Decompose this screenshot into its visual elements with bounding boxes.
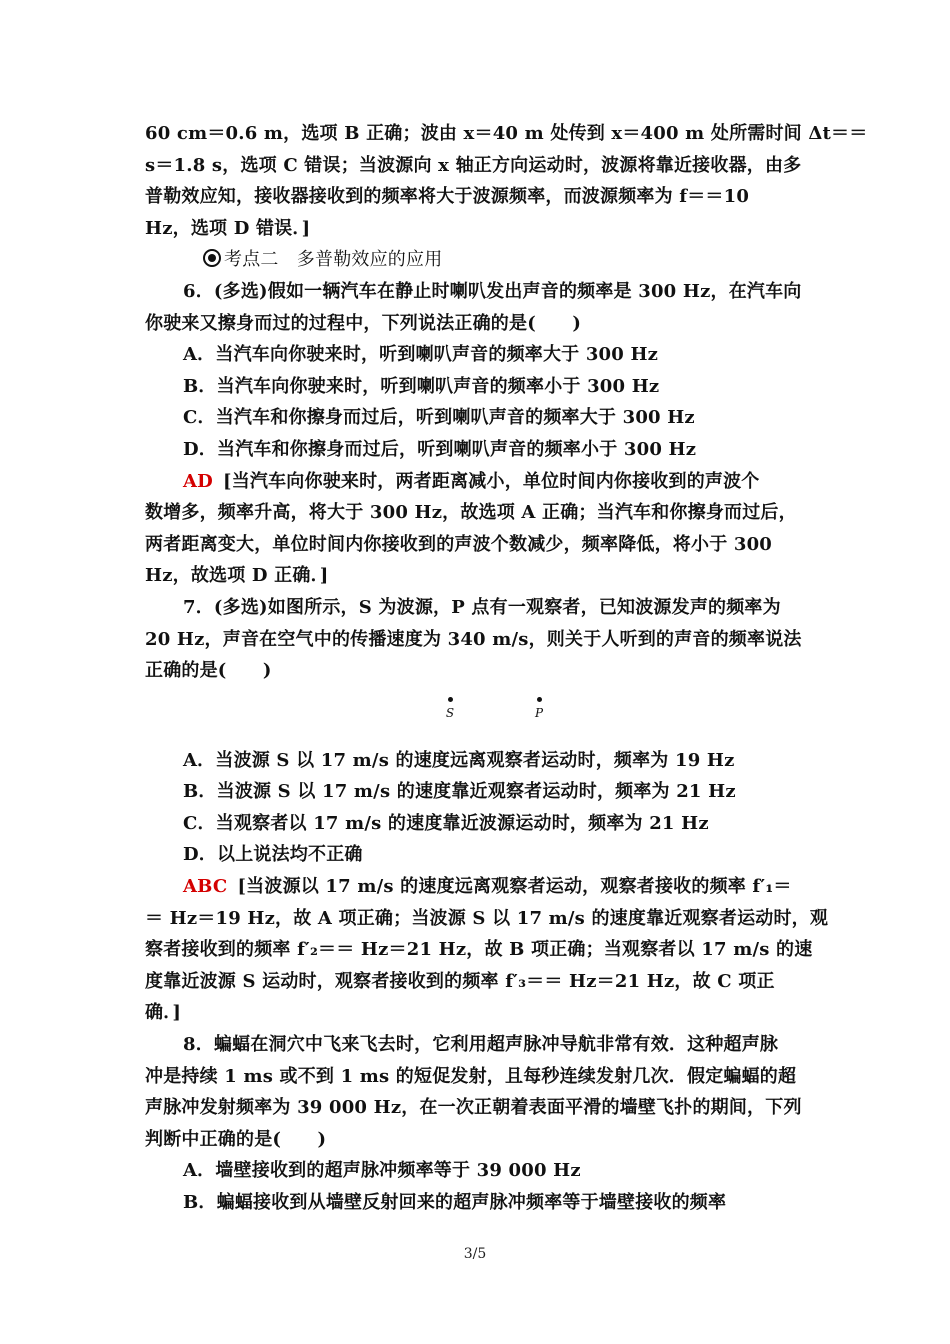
option-b: B．当波源 S 以 17 m/s 的速度靠近观察者运动时，频率为 21 Hz — [183, 781, 736, 803]
question-6-stem: 6．(多选)假如一辆汽车在静止时喇叭发出声音的频率是 300 Hz，在汽车向 — [183, 280, 802, 302]
bullet-circle-icon — [203, 249, 221, 267]
text-line: 普勒效应知，接收器接收到的频率将大于波源频率，而波源频率为 f＝＝10 — [145, 186, 750, 208]
option-a: A．当汽车向你驶来时，听到喇叭声音的频率大于 300 Hz — [183, 344, 659, 366]
option-b: B．当汽车向你驶来时，听到喇叭声音的频率小于 300 Hz — [183, 375, 660, 397]
question-8-stem: 判断中正确的是( ) — [145, 1128, 327, 1150]
explanation-text: Hz，故选项 D 正确．] — [145, 565, 329, 587]
question-7-stem: 正确的是( ) — [145, 660, 272, 682]
explanation-text: 两者距离变大，单位时间内你接收到的声波个数减少，频率降低，将小于 300 — [145, 533, 773, 555]
section-heading — [145, 244, 807, 276]
point-p-label: P — [534, 705, 544, 720]
text-line: s＝1.8 s，选项 C 错误；当波源向 x 轴正方向运动时，波源将靠近接收器，由多 — [145, 154, 802, 176]
explanation-text: [当波源以 17 m/s 的速度远离观察者运动，观察者接收的频率 f′₁＝ — [237, 876, 792, 898]
answer-label: ABC — [183, 876, 228, 898]
option-a: A．墙壁接收到的超声脉冲频率等于 39 000 Hz — [183, 1160, 581, 1182]
option-a: A．当波源 S 以 17 m/s 的速度远离观察者运动时，频率为 19 Hz — [183, 749, 735, 771]
explanation-text: [当汽车向你驶来时，两者距离减小，单位时间内你接收到的声波个 — [222, 470, 760, 492]
section-title: 考点二 多普勒效应的应用 — [224, 249, 443, 271]
answer-label: AD — [183, 470, 213, 492]
question-7-stem: 7．(多选)如图所示，S 为波源，P 点有一观察者，已知波源发声的频率为 — [183, 596, 781, 618]
text-line: 60 cm＝0.6 m，选项 B 正确；波由 x＝40 m 处传到 x＝400 m 处所需时间 Δt＝＝ — [145, 123, 868, 144]
explanation-text: 确．] — [145, 1002, 182, 1024]
option-d: D．当汽车和你擦身而过后，听到喇叭声音的频率小于 300 Hz — [183, 438, 697, 460]
explanation-text: 数增多，频率升高，将大于 300 Hz，故选项 A 正确；当汽车和你擦身而过后， — [145, 502, 797, 524]
page-number: 3/5 — [463, 1246, 487, 1262]
explanation-text: 度靠近波源 S 运动时，观察者接收到的频率 f′₃＝＝ Hz＝21 Hz，故 C 项正 — [145, 970, 775, 992]
point-p-dot — [537, 697, 542, 702]
explanation-text: ＝ Hz＝19 Hz，故 A 项正确；当波源 S 以 17 m/s 的速度靠近观察者运动时，观 — [145, 907, 829, 929]
option-d: D．以上说法均不正确 — [183, 844, 363, 866]
question-8-stem: 声脉冲发射频率为 39 000 Hz，在一次正朝着表面平滑的墙壁飞扑的期间，下列 — [145, 1097, 802, 1119]
document-body — [145, 118, 868, 1219]
point-s-dot — [448, 697, 453, 702]
answer-explanation — [145, 466, 807, 498]
option-b: B．蝙蝠接收到从墙壁反射回来的超声脉冲频率等于墙壁接收的频率 — [183, 1192, 727, 1213]
option-c: C．当观察者以 17 m/s 的速度靠近波源运动时，频率为 21 Hz — [183, 812, 709, 834]
question-7-stem: 20 Hz，声音在空气中的传播速度为 340 m/s，则关于人听到的声音的频率说法 — [145, 628, 802, 650]
question-8-stem: 8．蝙蝠在洞穴中飞来飞去时，它利用超声脉冲导航非常有效．这种超声脉 — [183, 1034, 779, 1056]
point-s — [444, 697, 456, 720]
point-s-label: S — [445, 705, 455, 720]
answer-explanation — [145, 871, 807, 903]
option-c: C．当汽车和你擦身而过后，听到喇叭声音的频率大于 300 Hz — [183, 407, 695, 429]
point-p — [533, 697, 545, 720]
explanation-text: 察者接收到的频率 f′₂＝＝ Hz＝21 Hz，故 B 项正确；当观察者以 17 m/s 的速 — [145, 939, 813, 961]
source-observer-figure — [145, 687, 807, 745]
question-6-stem: 你驶来又擦身而过的过程中，下列说法正确的是( ) — [145, 312, 582, 334]
text-line: Hz，选项 D 错误．] — [145, 217, 311, 239]
question-8-stem: 冲是持续 1 ms 或不到 1 ms 的短促发射，且每秒连续发射几次．假定蝙蝠的超 — [145, 1065, 797, 1087]
